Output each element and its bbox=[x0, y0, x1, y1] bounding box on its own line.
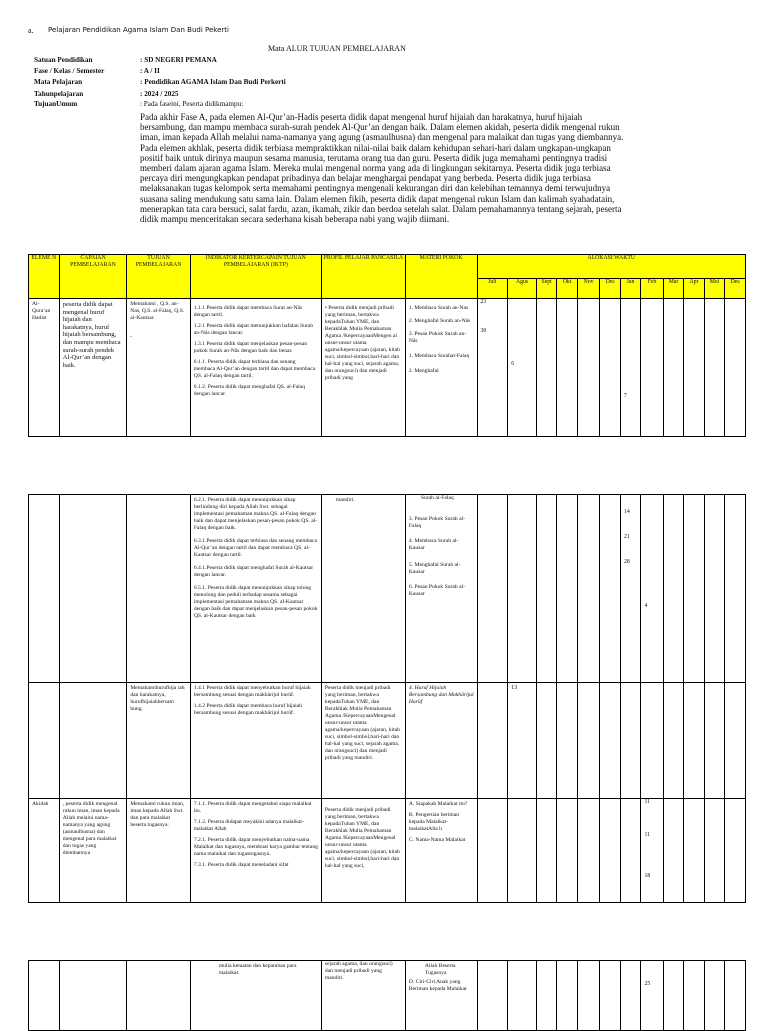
elemen-alquran: Al-Qura’an Hadist bbox=[32, 301, 51, 321]
table-row bbox=[29, 799, 746, 903]
month-5: Des bbox=[600, 279, 620, 299]
materi-item: D. Ciri-Ciri Anak yang Beriman kepada Malaikat bbox=[408, 979, 467, 992]
profil-continued: sejarah agama, dan orangsuci) dan menjadi pribadi yang mandiri. bbox=[324, 961, 393, 981]
info-label-0: Satuan Pendidikan bbox=[34, 56, 93, 64]
profil-text: Peserta didik menjadi pribadi yang beriman, bertakwa kepadaTuhan YME, dan Berakhlak Mulia Pemahaman Agama /KepercayaanMengen al unsur-unsur utama agama/kepercayaan (ajaran, kitab suci, simbol-simbol,hari-hari dan hal-hal yang suci, sejarah agama, dan orangsuci) dan menjadi pribadi yang bbox=[324, 305, 400, 381]
materi-huruf: 4. Huruf Hijaiah Bersambung dan Makhārijul Hurūf bbox=[408, 685, 474, 705]
info-label-3: Tahunpelajaran bbox=[34, 90, 84, 98]
date-feb-2: 11 bbox=[644, 832, 651, 838]
capaian-alquran: peserta didik dapat mengenal huruf hijaiah dan harakatnya, huruf hijaiah bersambung, dan mampu membaca surah-surah pendek Al-Qur’an dengan baik. bbox=[62, 301, 121, 369]
indikator-item: 1.4.2 Peserta didik dapat membaca huruf hijaiah bersambung sesuai dengan makhārijul hurūf. bbox=[193, 703, 302, 716]
elemen-akidah: Akidah bbox=[32, 801, 49, 807]
indikator-continued: mulia ketaatan dan kepatuhan para malaikat. bbox=[218, 963, 297, 976]
indikator-item: 1.3.1 Peserta didik dapat menjelaskan pesan-pesan pokok Surah an-Nās dengan baik dan benar. bbox=[193, 341, 308, 354]
table-row bbox=[29, 961, 746, 1031]
table-row bbox=[29, 495, 746, 683]
month-6: Jan bbox=[620, 279, 640, 299]
info-value-0: : SD NEGERI PEMANA bbox=[140, 56, 217, 64]
date-juli-2: 30 bbox=[480, 328, 487, 334]
month-8: Mar bbox=[663, 279, 683, 299]
indikator-list bbox=[191, 683, 321, 719]
date-jan-3: 28 bbox=[623, 559, 630, 565]
title-prefix: Mata bbox=[268, 44, 286, 53]
info-value-1: : A / II bbox=[140, 67, 160, 75]
indikator-item: 7.1.2. Peserta didapat meyakini adanya malaikat-malaikat Allah bbox=[193, 819, 304, 832]
date-feb-25: 25 bbox=[644, 981, 651, 987]
materi-item: 6. Pesan Pokok Surah al-Kausar bbox=[408, 584, 465, 597]
tujuan-huruf: Memahamihurufhija iah dan harakatnya, hurufhijaiahbersam bung. bbox=[130, 685, 185, 712]
info-value-3: : 2024 / 2025 bbox=[140, 90, 179, 98]
subject-line: Pelajaran Pendidikan Agama Islam Dan Budi Pekerti bbox=[48, 26, 229, 34]
tujuan-dash: - bbox=[130, 334, 133, 340]
table-row bbox=[29, 683, 746, 799]
profil-pancasila: Peserta didik menjadi pribadi yang beriman, bertakwa kepadaTuhan YME, dan Berakhlak Mulia Pemahaman Agama /KepercayaanMengenal unsur-unsur utama agama/kepercayaan (ajaran, kitab suci, simbol-simbol,hari-hari dan hal-hal yang suci, sejarah agama, dan orangsuci) dan menjadi pribadi yang mandiri. bbox=[324, 685, 400, 761]
materi-item: A. Siapakah Malaikat itu? bbox=[408, 801, 468, 807]
materi-list bbox=[406, 961, 477, 995]
alur-table-page3 bbox=[28, 960, 746, 1031]
date-agus: 6 bbox=[511, 361, 515, 367]
date-feb-1: 11 bbox=[644, 799, 651, 805]
indikator-item: 1.1.1 Peserta didik dapat membaca Surat an-Nās dengan tartil. bbox=[193, 305, 303, 318]
materi-item: B. Pengertian beriman kepada Malaikat-malaikatAlla h bbox=[408, 812, 460, 832]
materi-list bbox=[406, 495, 477, 600]
date-jan: 7 bbox=[623, 393, 627, 399]
tujuan-alquran: Memahami , Q.S. an-Nas, Q.S. al-Falaq, Q.S. al-Kautsar. bbox=[130, 301, 185, 321]
materi-item: 3. Pesan Pokok Surah al-Falaq bbox=[408, 516, 465, 529]
date-juli-1: 23 bbox=[480, 299, 487, 305]
materi-item: 3. Pesan Pokok Surah an-Nās bbox=[408, 331, 467, 344]
date-feb-3: 18 bbox=[644, 873, 651, 879]
indikator-item: 1.4.1 Peserta didik dapat menyebutkan huruf hijaiah bersambung sesuai dengan makhārijul hurūf. bbox=[193, 685, 311, 698]
header-capaian: CAPAIAN PEMBELAJARAN bbox=[59, 255, 127, 299]
materi-list bbox=[406, 799, 477, 846]
indikator-item: 6.5.1. Peserta didik dapat menunjukkan sikap tolong menolong dan peduli terhadap sesama sebagai implementasi pemahaman makna QS. al-Kautsar dengan baik dan dapat menjelaskan pesan-pesan pokok QS. al-Kautsar dengan baik bbox=[193, 585, 318, 619]
materi-item: 2. Menghafal bbox=[408, 368, 439, 374]
date-jan-2: 21 bbox=[623, 534, 630, 540]
info-value-4: : Pada faseini, Peserta didikmampu: bbox=[140, 100, 244, 108]
materi-item: C. Nama-Nama Malaikat bbox=[408, 837, 466, 843]
header-profil: PROFIL PELAJAR PANCASILA bbox=[321, 255, 405, 299]
date-feb: 4 bbox=[644, 603, 648, 609]
materi-item: 2. Menghafal Surah an-Nās bbox=[408, 318, 471, 324]
profil-pancasila: Peserta didik menjadi pribadi yang beriman, bertakwa kepadaTuhan YME, dan Berakhlak Mulia Pemahaman Agama /KepercayaanMengenal unsur-unsur utama agama/kepercayaan (ajaran, kitab suci, simbol-simbol,hari-hari dan hal-hal yang suci, bbox=[324, 807, 400, 869]
profil-pancasila: mandiri. bbox=[335, 497, 355, 503]
alur-table-page2 bbox=[28, 494, 746, 903]
info-value-2: : Pendidikan AGAMA Islam Dan Budi Perkerti bbox=[140, 78, 286, 86]
date-agus-13: 13 bbox=[511, 685, 518, 691]
profil-pancasila: • Peserta didik menjadi pribadi yang beriman, bertakwa kepadaTuhan YME, dan Berakhlak Mulia Pemahaman Agama /KepercayaanMengen al unsur-unsur utama agama/kepercayaan (ajaran, kitab suci, simbol-simbol,hari-hari dan hal-hal yang suci, sejarah agama, dan orangsuci) dan menjadi pribadi yang bbox=[324, 305, 400, 381]
month-7: Feb bbox=[641, 279, 664, 299]
header-alokasi: ALOKASI WAKTU bbox=[477, 255, 746, 279]
materi-item: 4. Membaca Surah al-Kausar bbox=[408, 538, 459, 551]
month-10: Mei bbox=[704, 279, 724, 299]
indikator-item: 1.2.1 Peserta didik dapat menunjukkan hafalan Surah an-Nās dengan lancar. bbox=[193, 323, 314, 336]
header-elemen: ELEME N bbox=[29, 255, 60, 299]
alur-table-page1 bbox=[28, 254, 746, 437]
header-materi: MATERI POKOK bbox=[405, 255, 477, 299]
section-number: a. bbox=[28, 26, 34, 35]
materi-item: 1. Membaca Surahal-Falaq bbox=[408, 353, 470, 359]
header-indikator: INDIKATOR KERTERCAPAIN TUJUAN PEMBELAJARAN (IKTP) bbox=[190, 255, 321, 299]
table-row bbox=[29, 299, 746, 437]
month-0: Juli bbox=[477, 279, 508, 299]
indikator-list bbox=[191, 495, 321, 622]
materi-item: Surah al-Falaq bbox=[420, 495, 454, 501]
tujuan-akidah: Memahami rukun iman, iman kepada Allah Swt. dan para malaikat beserta tugasnya. bbox=[130, 801, 185, 828]
page-title bbox=[268, 44, 406, 53]
month-9: Apr bbox=[684, 279, 704, 299]
indikator-item: 6.3.1.Peserta didik dapat terbiasa dan senang membaca Al-Qur’an dengan tartil dan dapat membaca QS. al-Kautsar dengan tartil. bbox=[193, 538, 317, 558]
capaian-akidah: , peserta didik mengenal rukun iman, iman kepada Allah melalui nama-namanya yang agung (asmaulhusna) dan mengenal para malaikat dan tugas yang diembannya bbox=[62, 801, 120, 856]
indikator-item: 7.3.1. Peserta didik dapat meneladani sifat bbox=[193, 862, 289, 868]
indikator-item: 6.4.1.Peserta didik dapat menghafal Surah al-Kautsar dengan lancar. bbox=[193, 565, 314, 578]
materi-item: Allah Beserta Tugasnya bbox=[424, 963, 456, 976]
indikator-list bbox=[191, 799, 321, 871]
info-label-1: Fase / Kelas / Semester bbox=[34, 67, 105, 75]
info-label-2: Mata Pelajaran bbox=[34, 78, 83, 86]
indikator-item: 7.2.1. Peserta didik dapat menyebutkan nama-nama Malaikat dan tugasnya, membuat karya gambar tentang nama malaikat dan tugastugasnya. bbox=[193, 837, 318, 857]
info-label-4: TujuanUmum bbox=[34, 100, 78, 108]
indikator-item: 6.2.1. Peserta didik dapat menunjukkan sikap berlindung diri kepada Allah Swt. sebagai implementasi pemahaman makna QS. al-Falaq dengan baik dan dapat menjelaskan pesan-pesan pokok QS. al-Falaq dengan baik. bbox=[193, 497, 318, 531]
header-tujuan: TUJUAN PEMBELAJARAN bbox=[127, 255, 190, 299]
month-2: Sept bbox=[536, 279, 556, 299]
month-4: Nov bbox=[577, 279, 600, 299]
indikator-list bbox=[191, 299, 321, 400]
date-jan-1: 14 bbox=[623, 509, 630, 515]
month-3: Okt bbox=[557, 279, 577, 299]
materi-item: 5. Menghafal Surah al-Kausar bbox=[408, 562, 461, 575]
indikator-item: 7.1.1. Peserta didik dapat mengetahui siapa malaikat itu. bbox=[193, 801, 312, 814]
month-11: Des bbox=[725, 279, 746, 299]
month-1: Agus bbox=[508, 279, 537, 299]
materi-list bbox=[406, 299, 477, 377]
tujuan-umum-paragraph: Pada akhir Fase A, pada elemen Al-Qur’an-Hadis peserta didik dapat mengenal huruf hijaiah dan harakatnya, huruf hijaiah bersambung, dan mampu membaca surah-surah pendek Al-Qur’an dengan baik. Dalam elemen akidah, peserta didik mengenal rukun iman, iman kepada Allah melalui nama-namanya yang agung (asmaulhusna) dan mengenal para malaikat dan tugas yang diembannya. Pada elemen akhlak, peserta didik terbiasa mempraktikkan nilai-nilai baik dalam kehidupan sehari-hari dalam ungkapan-ungkapan positif baik untuk dirinya maupun sesama manusia, terutama orang tua dan guru. Peserta didik juga memahami pentingnya tradisi memberi dalam ajaran agama Islam. Mereka mulai mengenal norma yang ada di lingkungan sekitarnya. Peserta didik juga terbiasa percaya diri mengungkapkan pendapat pribadinya dan belajar menghargai pendapat yang berbeda. Peserta didik juga terbiasa melaksanakan tugas kelompok serta memahami pentingnya mengenali kekurangan diri dan kelebihan temannya demi terwujudnya suasana saling mendukung satu sama lain. Dalam elemen fikih, peserta didik dapat mengenal rukun Islam dan kalimah syahadatain, menerapkan tata cara bersuci, salat fardu, azan, ikamah, zikir dan berdoa setelah salat. Dalam pemahamannya tentang sejarah, peserta didik mampu menceritakan secara sederhana kisah beberapa nabi yang wajib diimani. bbox=[140, 112, 624, 225]
title-main: ALUR TUJUAN PEMBELAJARAN bbox=[286, 44, 406, 53]
indikator-item: 6.1.1. Peserta didik dapat terbiasa dan senang membaca Al-Qur’an dengan tartil dan dapat membaca QS. al-Falaq dengan tartil. bbox=[193, 359, 316, 379]
materi-item: 1. Membaca Surah an-Nas bbox=[408, 305, 469, 311]
indikator-item: 6.1.2. Peserta didik dapat menghafal QS. al-Falaq dengan lancar. bbox=[193, 384, 306, 397]
